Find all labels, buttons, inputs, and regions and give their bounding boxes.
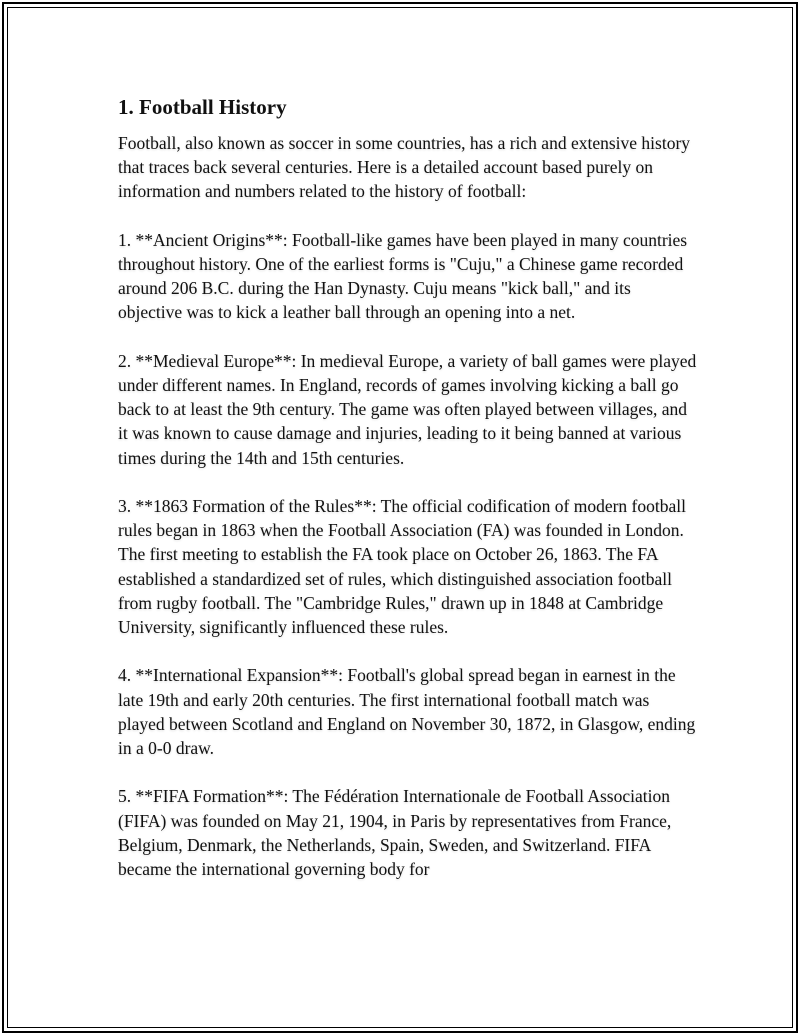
intro-paragraph: Football, also known as soccer in some countries, has a rich and extensive history that traces back several centuries. Here is a detailed account based purely on information and numbers related to the history of football: <box>118 133 691 202</box>
section-title: 1. Football History <box>118 95 287 119</box>
fifa-formation-paragraph: 5. **FIFA Formation**: The Fédération Internationale de Football Association (FIFA) was founded on May 21, 1904, in Paris by representatives from France, Belgium, Denmark, the Netherlands, Spain, Sweden, and Switzerland. FIFA became the international governing body for <box>118 786 672 880</box>
ancient-origins-paragraph: 1. **Ancient Origins**: Football-like games have been played in many countries throughout history. One of the earliest forms is "Cuju," a Chinese game recorded around 206 B.C. during the Han Dynasty. Cuju means "kick ball," and its objective was to kick a leather ball through an opening into a net. <box>118 229 688 323</box>
document-body <box>118 93 698 905</box>
medieval-europe-paragraph: 2. **Medieval Europe**: In medieval Europe, a variety of ball games were played under different names. In England, records of games involving kicking a ball go back to at least the 9th century. The game was often played between villages, and it was known to cause damage and injuries, leading to it being banned at various times during the 14th and 15th centuries. <box>118 350 697 468</box>
international-expansion-paragraph: 4. **International Expansion**: Football's global spread began in earnest in the late 19th and early 20th centuries. The first international football match was played between Scotland and England on November 30, 1872, in Glasgow, ending in a 0-0 draw. <box>118 665 696 759</box>
rules-formation-paragraph: 3. **1863 Formation of the Rules**: The official codification of modern football rules began in 1863 when the Football Association (FA) was founded in London. The first meeting to establish the FA took place on October 26, 1863. The FA established a standardized set of rules, which distinguished association football from rugby football. The "Cambridge Rules," drawn up in 1848 at Cambridge University, significantly influenced these rules. <box>118 496 686 638</box>
